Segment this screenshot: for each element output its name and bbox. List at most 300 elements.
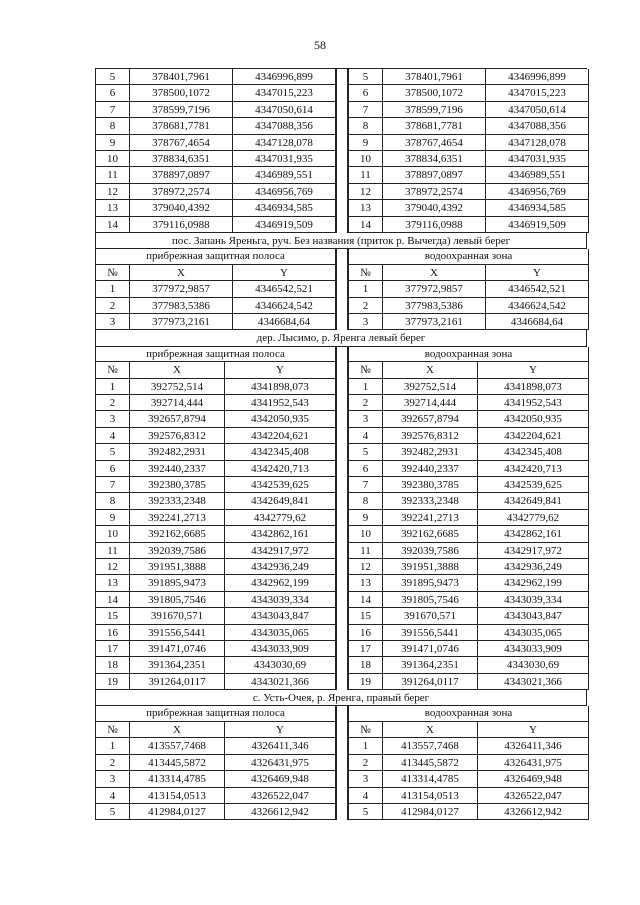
- y-coordinate-cell: 4326522,047: [477, 788, 589, 804]
- point-number-cell: 2: [348, 755, 382, 771]
- table-row: [348, 608, 589, 624]
- x-coordinate-cell: 392752,514: [382, 379, 477, 395]
- x-coordinate-cell: X: [382, 722, 477, 738]
- y-coordinate-cell: 4346956,769: [485, 184, 589, 200]
- point-number-cell: 1: [95, 281, 129, 297]
- x-coordinate-cell: 391951,3888: [129, 559, 224, 575]
- point-number-cell: 9: [348, 135, 382, 151]
- y-coordinate-cell: 4341952,543: [224, 395, 336, 411]
- x-coordinate-cell: 378681,7781: [129, 118, 232, 134]
- section-tables: [95, 347, 587, 690]
- table-row: [348, 804, 589, 820]
- coastal-protective-strip-table: [95, 249, 336, 330]
- table-separator: [336, 249, 348, 330]
- coordinate-section: [95, 69, 587, 233]
- water-protection-zone-table: [348, 249, 589, 330]
- coastal-protective-strip-table: [95, 706, 336, 820]
- table-row: [95, 395, 336, 411]
- x-coordinate-cell: 392162,6685: [129, 526, 224, 542]
- zone-heading: водоохранная зона: [348, 706, 589, 722]
- y-coordinate-cell: 4347015,223: [485, 85, 589, 101]
- x-coordinate-cell: 391471,0746: [129, 641, 224, 657]
- x-coordinate-cell: 377973,2161: [129, 314, 232, 330]
- x-coordinate-cell: 391895,9473: [382, 575, 477, 591]
- point-number-cell: 3: [95, 314, 129, 330]
- y-coordinate-cell: 4347088,356: [232, 118, 336, 134]
- y-coordinate-cell: 4343033,909: [477, 641, 589, 657]
- x-coordinate-cell: 378599,7196: [382, 102, 485, 118]
- table-row: [95, 625, 336, 641]
- y-coordinate-cell: 4342050,935: [224, 411, 336, 427]
- point-number-cell: 8: [348, 493, 382, 509]
- table-row: [95, 608, 336, 624]
- x-coordinate-cell: X: [382, 265, 485, 281]
- table-header-row: [95, 265, 336, 281]
- y-coordinate-cell: 4346624,542: [232, 298, 336, 314]
- table-row: [348, 674, 589, 690]
- page-number: 58: [314, 38, 326, 52]
- point-number-cell: 9: [95, 135, 129, 151]
- table-row: [95, 69, 336, 85]
- table-row: [95, 755, 336, 771]
- y-coordinate-cell: 4326469,948: [224, 771, 336, 787]
- point-number-cell: 10: [348, 526, 382, 542]
- y-coordinate-cell: 4343039,334: [477, 592, 589, 608]
- table-row: [348, 657, 589, 673]
- coordinate-section: [95, 330, 587, 690]
- table-row: [95, 543, 336, 559]
- table-separator: [336, 69, 348, 233]
- x-coordinate-cell: 392241,2713: [382, 510, 477, 526]
- table-row: [348, 85, 589, 101]
- x-coordinate-cell: 378401,7961: [129, 69, 232, 85]
- x-coordinate-cell: 392380,3785: [382, 477, 477, 493]
- water-protection-zone-table: [348, 347, 589, 690]
- table-row: [348, 200, 589, 216]
- y-coordinate-cell: 4326522,047: [224, 788, 336, 804]
- point-number-cell: 3: [348, 314, 382, 330]
- x-coordinate-cell: 413557,7468: [382, 738, 477, 754]
- x-coordinate-cell: 392241,2713: [129, 510, 224, 526]
- section-tables: [95, 249, 587, 330]
- x-coordinate-cell: 392714,444: [382, 395, 477, 411]
- x-coordinate-cell: 391264,0117: [382, 674, 477, 690]
- y-coordinate-cell: 4342779,62: [477, 510, 589, 526]
- table-row: [348, 526, 589, 542]
- point-number-cell: 1: [348, 738, 382, 754]
- y-coordinate-cell: 4341898,073: [224, 379, 336, 395]
- x-coordinate-cell: 413154,0513: [382, 788, 477, 804]
- y-coordinate-cell: Y: [485, 265, 589, 281]
- x-coordinate-cell: 379116,0988: [129, 217, 232, 233]
- x-coordinate-cell: 391670,571: [129, 608, 224, 624]
- y-coordinate-cell: 4346934,585: [232, 200, 336, 216]
- y-coordinate-cell: 4342204,621: [477, 428, 589, 444]
- x-coordinate-cell: 391556,5441: [382, 625, 477, 641]
- zone-heading: водоохранная зона: [348, 249, 589, 265]
- point-number-cell: 14: [348, 217, 382, 233]
- table-row: [348, 738, 589, 754]
- water-protection-zone-table: [348, 706, 589, 820]
- table-row: [95, 379, 336, 395]
- y-coordinate-cell: 4343021,366: [477, 674, 589, 690]
- point-number-cell: 1: [348, 379, 382, 395]
- point-number-cell: 1: [95, 379, 129, 395]
- table-row: [348, 444, 589, 460]
- table-row: [95, 575, 336, 591]
- x-coordinate-cell: 412984,0127: [382, 804, 477, 820]
- table-row: [348, 625, 589, 641]
- y-coordinate-cell: 4343033,909: [224, 641, 336, 657]
- y-coordinate-cell: 4326612,942: [224, 804, 336, 820]
- table-row: [95, 493, 336, 509]
- x-coordinate-cell: 391670,571: [382, 608, 477, 624]
- point-number-cell: 15: [95, 608, 129, 624]
- point-number-cell: 3: [348, 771, 382, 787]
- point-number-cell: 16: [348, 625, 382, 641]
- table-header-row: [348, 362, 589, 378]
- section-title: с. Усть-Очея, р. Яренга, правый берег: [95, 690, 587, 706]
- x-coordinate-cell: 391951,3888: [382, 559, 477, 575]
- y-coordinate-cell: Y: [232, 265, 336, 281]
- y-coordinate-cell: 4341898,073: [477, 379, 589, 395]
- table-row: [348, 641, 589, 657]
- table-header-row: [95, 362, 336, 378]
- table-row: [95, 184, 336, 200]
- x-coordinate-cell: 413154,0513: [129, 788, 224, 804]
- x-coordinate-cell: 378972,2574: [129, 184, 232, 200]
- table-separator: [336, 706, 348, 820]
- table-separator: [336, 347, 348, 690]
- table-row: [348, 167, 589, 183]
- y-coordinate-cell: 4342917,972: [224, 543, 336, 559]
- x-coordinate-cell: 392752,514: [129, 379, 224, 395]
- y-coordinate-cell: 4346956,769: [232, 184, 336, 200]
- y-coordinate-cell: 4342779,62: [224, 510, 336, 526]
- point-number-cell: 5: [95, 804, 129, 820]
- table-row: [95, 167, 336, 183]
- zone-heading: водоохранная зона: [348, 347, 589, 363]
- x-coordinate-cell: 392162,6685: [382, 526, 477, 542]
- table-row: [95, 314, 336, 330]
- y-coordinate-cell: 4342936,249: [477, 559, 589, 575]
- x-coordinate-cell: 413445,5872: [129, 755, 224, 771]
- y-coordinate-cell: 4343043,847: [224, 608, 336, 624]
- y-coordinate-cell: 4343021,366: [224, 674, 336, 690]
- x-coordinate-cell: 379040,4392: [382, 200, 485, 216]
- table-row: [348, 428, 589, 444]
- point-number-cell: 8: [95, 118, 129, 134]
- point-number-cell: 5: [348, 804, 382, 820]
- zone-heading: прибрежная защитная полоса: [95, 249, 336, 265]
- x-coordinate-cell: 392440,2337: [382, 461, 477, 477]
- point-number-cell: 7: [95, 477, 129, 493]
- x-coordinate-cell: 377983,5386: [382, 298, 485, 314]
- y-coordinate-cell: Y: [477, 722, 589, 738]
- point-number-cell: №: [348, 722, 382, 738]
- point-number-cell: 5: [95, 69, 129, 85]
- x-coordinate-cell: 378401,7961: [382, 69, 485, 85]
- table-row: [95, 674, 336, 690]
- point-number-cell: 7: [348, 102, 382, 118]
- table-row: [95, 657, 336, 673]
- x-coordinate-cell: 378897,0897: [382, 167, 485, 183]
- y-coordinate-cell: 4343035,065: [477, 625, 589, 641]
- y-coordinate-cell: 4347128,078: [232, 135, 336, 151]
- x-coordinate-cell: 413314,4785: [382, 771, 477, 787]
- section-tables: [95, 706, 587, 820]
- section-title: дер. Лысимо, р. Яренга левый берег: [95, 330, 587, 346]
- point-number-cell: 8: [95, 493, 129, 509]
- y-coordinate-cell: Y: [477, 362, 589, 378]
- table-row: [95, 217, 336, 233]
- x-coordinate-cell: 391895,9473: [129, 575, 224, 591]
- x-coordinate-cell: 391556,5441: [129, 625, 224, 641]
- y-coordinate-cell: 4326411,346: [224, 738, 336, 754]
- table-row: [95, 477, 336, 493]
- table-row: [348, 217, 589, 233]
- y-coordinate-cell: 4347128,078: [485, 135, 589, 151]
- x-coordinate-cell: 392039,7586: [382, 543, 477, 559]
- x-coordinate-cell: 378897,0897: [129, 167, 232, 183]
- point-number-cell: 3: [348, 411, 382, 427]
- x-coordinate-cell: 378972,2574: [382, 184, 485, 200]
- table-row: [95, 281, 336, 297]
- x-coordinate-cell: 378500,1072: [382, 85, 485, 101]
- table-row: [348, 771, 589, 787]
- y-coordinate-cell: 4342539,625: [224, 477, 336, 493]
- x-coordinate-cell: 377973,2161: [382, 314, 485, 330]
- table-row: [348, 411, 589, 427]
- table-row: [95, 510, 336, 526]
- x-coordinate-cell: 378681,7781: [382, 118, 485, 134]
- x-coordinate-cell: 392657,8794: [129, 411, 224, 427]
- point-number-cell: 18: [95, 657, 129, 673]
- point-number-cell: 13: [95, 200, 129, 216]
- point-number-cell: 13: [95, 575, 129, 591]
- y-coordinate-cell: 4346996,899: [485, 69, 589, 85]
- y-coordinate-cell: 4342539,625: [477, 477, 589, 493]
- y-coordinate-cell: 4342649,841: [224, 493, 336, 509]
- y-coordinate-cell: 4346684,64: [232, 314, 336, 330]
- x-coordinate-cell: X: [382, 362, 477, 378]
- x-coordinate-cell: 379040,4392: [129, 200, 232, 216]
- x-coordinate-cell: 391471,0746: [382, 641, 477, 657]
- y-coordinate-cell: 4346542,521: [485, 281, 589, 297]
- y-coordinate-cell: 4342050,935: [477, 411, 589, 427]
- y-coordinate-cell: 4326431,975: [224, 755, 336, 771]
- point-number-cell: 17: [348, 641, 382, 657]
- point-number-cell: 12: [348, 559, 382, 575]
- y-coordinate-cell: 4343039,334: [224, 592, 336, 608]
- point-number-cell: 10: [348, 151, 382, 167]
- table-row: [348, 314, 589, 330]
- section-tables: [95, 69, 587, 233]
- table-row: [95, 85, 336, 101]
- point-number-cell: 14: [95, 217, 129, 233]
- table-row: [95, 102, 336, 118]
- y-coordinate-cell: 4343030,69: [224, 657, 336, 673]
- x-coordinate-cell: 378834,6351: [382, 151, 485, 167]
- coordinate-section: [95, 233, 587, 330]
- x-coordinate-cell: 392657,8794: [382, 411, 477, 427]
- table-row: [95, 788, 336, 804]
- y-coordinate-cell: Y: [224, 722, 336, 738]
- table-row: [95, 804, 336, 820]
- point-number-cell: 10: [95, 526, 129, 542]
- point-number-cell: 17: [95, 641, 129, 657]
- y-coordinate-cell: 4347031,935: [232, 151, 336, 167]
- point-number-cell: 2: [95, 298, 129, 314]
- table-row: [95, 298, 336, 314]
- point-number-cell: 13: [348, 575, 382, 591]
- table-row: [348, 461, 589, 477]
- table-row: [348, 575, 589, 591]
- y-coordinate-cell: 4342917,972: [477, 543, 589, 559]
- y-coordinate-cell: 4342962,199: [224, 575, 336, 591]
- x-coordinate-cell: 378500,1072: [129, 85, 232, 101]
- y-coordinate-cell: 4346624,542: [485, 298, 589, 314]
- x-coordinate-cell: X: [129, 265, 232, 281]
- point-number-cell: 9: [95, 510, 129, 526]
- x-coordinate-cell: 392576,8312: [129, 428, 224, 444]
- table-row: [95, 461, 336, 477]
- point-number-cell: 4: [95, 428, 129, 444]
- zone-heading: прибрежная защитная полоса: [95, 347, 336, 363]
- table-row: [95, 738, 336, 754]
- table-row: [95, 428, 336, 444]
- x-coordinate-cell: X: [129, 362, 224, 378]
- table-row: [95, 444, 336, 460]
- x-coordinate-cell: X: [129, 722, 224, 738]
- point-number-cell: 6: [95, 461, 129, 477]
- y-coordinate-cell: 4326431,975: [477, 755, 589, 771]
- point-number-cell: 11: [348, 543, 382, 559]
- table-row: [95, 592, 336, 608]
- table-row: [95, 118, 336, 134]
- coordinates-document: [95, 68, 587, 820]
- point-number-cell: 9: [348, 510, 382, 526]
- table-row: [95, 151, 336, 167]
- y-coordinate-cell: 4342862,161: [477, 526, 589, 542]
- point-number-cell: 1: [348, 281, 382, 297]
- table-row: [348, 118, 589, 134]
- y-coordinate-cell: 4346989,551: [485, 167, 589, 183]
- point-number-cell: 16: [95, 625, 129, 641]
- point-number-cell: 7: [95, 102, 129, 118]
- y-coordinate-cell: 4342345,408: [477, 444, 589, 460]
- point-number-cell: 6: [95, 85, 129, 101]
- point-number-cell: 11: [95, 167, 129, 183]
- x-coordinate-cell: 377972,9857: [129, 281, 232, 297]
- table-row: [348, 788, 589, 804]
- point-number-cell: 2: [348, 298, 382, 314]
- x-coordinate-cell: 413314,4785: [129, 771, 224, 787]
- point-number-cell: №: [95, 362, 129, 378]
- x-coordinate-cell: 392482,2931: [382, 444, 477, 460]
- point-number-cell: 18: [348, 657, 382, 673]
- y-coordinate-cell: 4347031,935: [485, 151, 589, 167]
- point-number-cell: 2: [348, 395, 382, 411]
- point-number-cell: 10: [95, 151, 129, 167]
- y-coordinate-cell: 4342649,841: [477, 493, 589, 509]
- y-coordinate-cell: 4342204,621: [224, 428, 336, 444]
- point-number-cell: 11: [348, 167, 382, 183]
- point-number-cell: 7: [348, 477, 382, 493]
- point-number-cell: 3: [95, 411, 129, 427]
- x-coordinate-cell: 391364,2351: [129, 657, 224, 673]
- table-row: [95, 526, 336, 542]
- y-coordinate-cell: 4346684,64: [485, 314, 589, 330]
- x-coordinate-cell: 413445,5872: [382, 755, 477, 771]
- y-coordinate-cell: 4343030,69: [477, 657, 589, 673]
- table-row: [348, 281, 589, 297]
- point-number-cell: 2: [95, 395, 129, 411]
- x-coordinate-cell: 379116,0988: [382, 217, 485, 233]
- y-coordinate-cell: 4342936,249: [224, 559, 336, 575]
- point-number-cell: 4: [348, 788, 382, 804]
- y-coordinate-cell: 4347050,614: [232, 102, 336, 118]
- y-coordinate-cell: 4346989,551: [232, 167, 336, 183]
- table-row: [348, 395, 589, 411]
- point-number-cell: 19: [95, 674, 129, 690]
- x-coordinate-cell: 392576,8312: [382, 428, 477, 444]
- table-row: [348, 559, 589, 575]
- table-header-row: [95, 722, 336, 738]
- point-number-cell: 2: [95, 755, 129, 771]
- y-coordinate-cell: 4346542,521: [232, 281, 336, 297]
- y-coordinate-cell: Y: [224, 362, 336, 378]
- table-row: [348, 135, 589, 151]
- table-row: [95, 641, 336, 657]
- point-number-cell: №: [348, 265, 382, 281]
- x-coordinate-cell: 413557,7468: [129, 738, 224, 754]
- point-number-cell: 3: [95, 771, 129, 787]
- x-coordinate-cell: 392333,2348: [382, 493, 477, 509]
- table-row: [348, 493, 589, 509]
- x-coordinate-cell: 391264,0117: [129, 674, 224, 690]
- y-coordinate-cell: 4346919,509: [485, 217, 589, 233]
- point-number-cell: 5: [95, 444, 129, 460]
- point-number-cell: 14: [348, 592, 382, 608]
- water-protection-zone-table: [348, 69, 589, 233]
- point-number-cell: 14: [95, 592, 129, 608]
- y-coordinate-cell: 4342420,713: [224, 461, 336, 477]
- coordinate-section: [95, 690, 587, 820]
- x-coordinate-cell: 378599,7196: [129, 102, 232, 118]
- table-row: [95, 135, 336, 151]
- point-number-cell: 8: [348, 118, 382, 134]
- table-row: [348, 755, 589, 771]
- y-coordinate-cell: 4347088,356: [485, 118, 589, 134]
- point-number-cell: 15: [348, 608, 382, 624]
- table-row: [348, 543, 589, 559]
- x-coordinate-cell: 377972,9857: [382, 281, 485, 297]
- x-coordinate-cell: 392039,7586: [129, 543, 224, 559]
- x-coordinate-cell: 378767,4654: [129, 135, 232, 151]
- point-number-cell: 11: [95, 543, 129, 559]
- y-coordinate-cell: 4342962,199: [477, 575, 589, 591]
- y-coordinate-cell: 4326469,948: [477, 771, 589, 787]
- table-row: [95, 200, 336, 216]
- table-row: [348, 510, 589, 526]
- table-row: [95, 411, 336, 427]
- y-coordinate-cell: 4343043,847: [477, 608, 589, 624]
- y-coordinate-cell: 4347050,614: [485, 102, 589, 118]
- table-row: [348, 184, 589, 200]
- y-coordinate-cell: 4346919,509: [232, 217, 336, 233]
- x-coordinate-cell: 391805,7546: [129, 592, 224, 608]
